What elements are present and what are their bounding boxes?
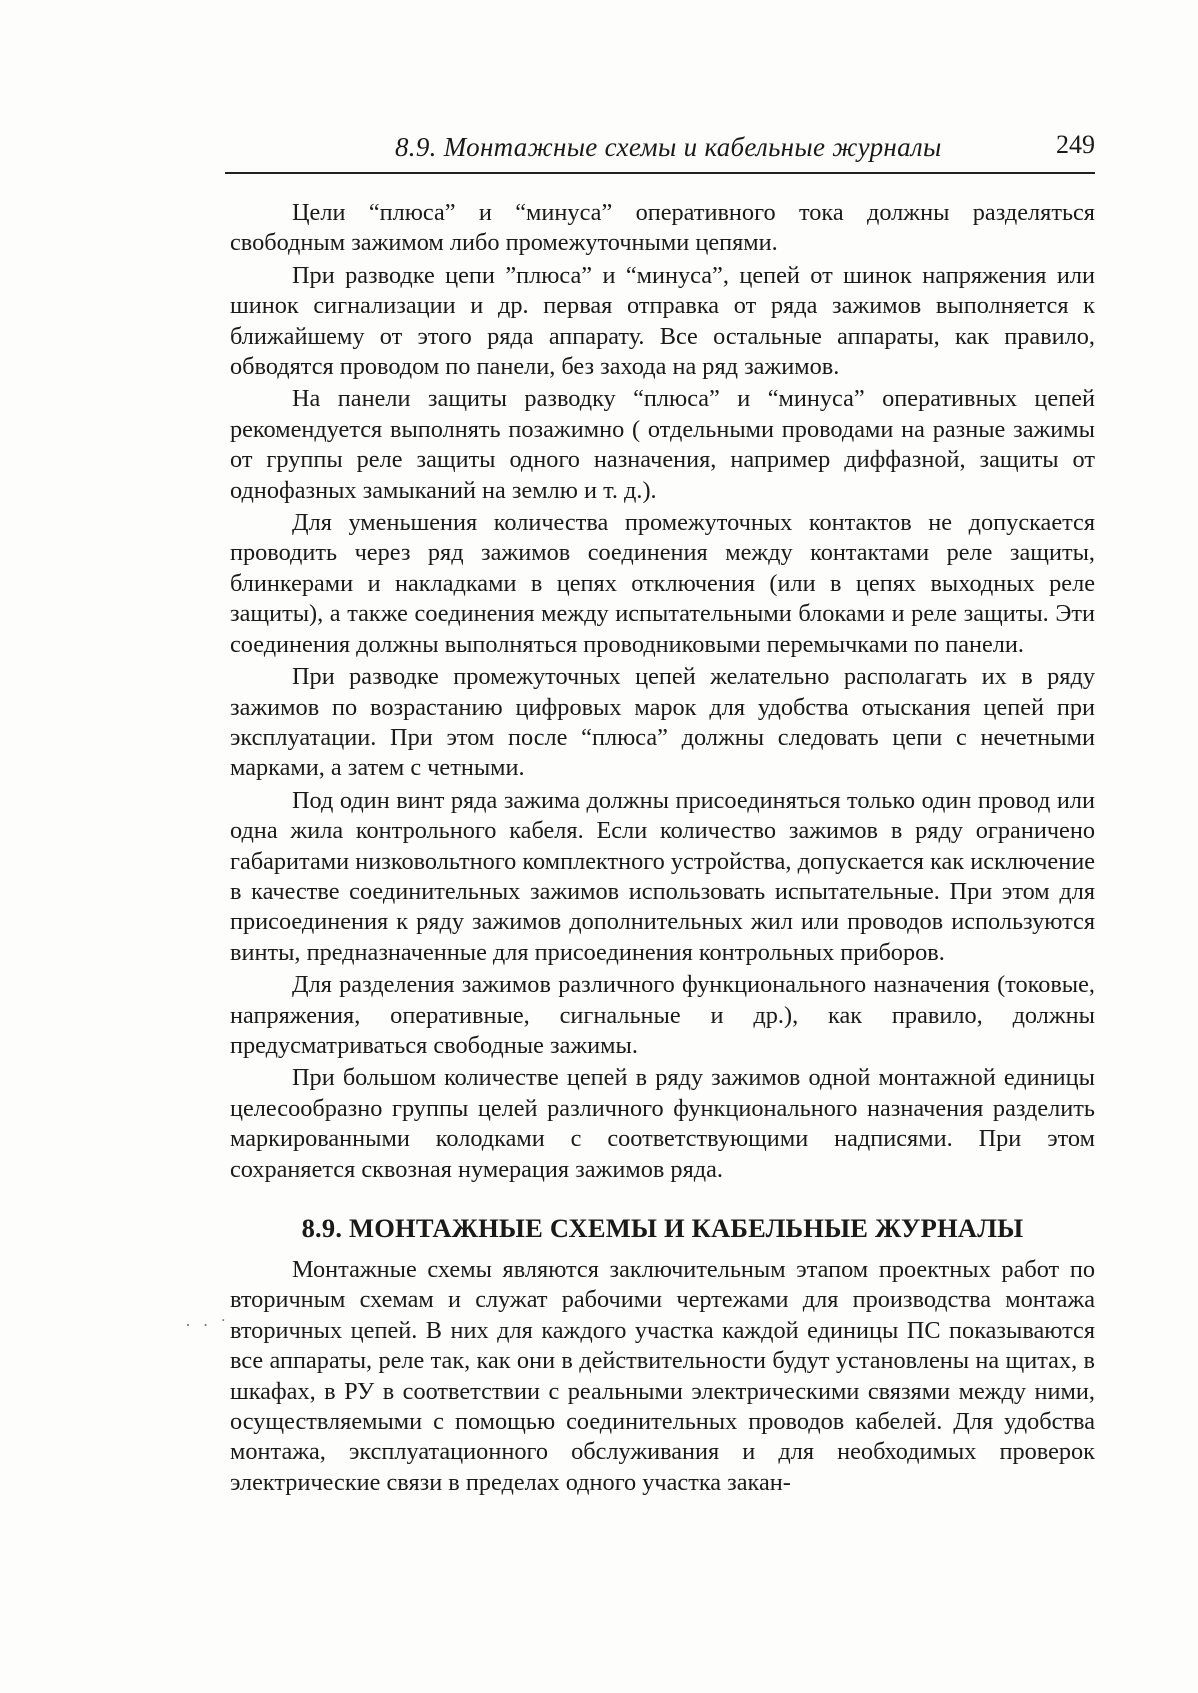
paragraph: Для разделения зажимов различного функционального назначения (токовые, напряжения, оперативные, сигнальные и др.), как правило, должны предусматриваться свободные зажимы. bbox=[230, 971, 1095, 1059]
section-title: 8.9. МОНТАЖНЫЕ СХЕМЫ И КАБЕЛЬНЫЕ ЖУРНАЛЫ bbox=[301, 1213, 1024, 1243]
running-title: 8.9. Монтажные схемы и кабельные журналы bbox=[395, 132, 942, 162]
scan-speck-mark: · · ˙ bbox=[185, 1315, 231, 1335]
running-header bbox=[225, 124, 1095, 174]
body-text bbox=[230, 198, 1095, 1500]
paragraph: Под один винт ряда зажима должны присоединяться только один провод или одна жила контрольного кабеля. Если количество зажимов в ряду ограничено габаритами низковольтного комплектного устройства, допускается как исключение в качестве соединительных зажимов использовать испытательные. При этом для присоединения к ряду зажимов дополнительных жил или проводов используются винты, предназначенные для присоединения контрольных приборов. bbox=[230, 786, 1095, 966]
paragraph: Монтажные схемы являются заключительным этапом проектных работ по вторичным схемам и служат рабочими чертежами для производства монтажа вторичных цепей. В них для каждого участка каждой единицы ПС показываются все аппараты, реле так, как они в действительности будут установлены на щитах, в шкафах, в РУ в соответствии с реальными электрическими связями между ними, осуществляемыми с помощью соединительных проводов кабелей. Для удобства монтажа, эксплуатационного обслуживания и для необходимых проверок электрические связи в пределах одного участка закан- bbox=[230, 1256, 1095, 1496]
paragraph: При разводке цепи ”плюса” и “минуса”, цепей от шинок напряжения или шинок сигнализации и др. первая отправка от ряда зажимов выполняется к ближайшему от этого ряда аппарату. Все остальные аппараты, как правило, обводятся проводом по панели, без захода на ряд зажимов. bbox=[230, 261, 1095, 381]
paragraph: При разводке промежуточных цепей желательно располагать их в ряду зажимов по возрастанию цифровых марок для удобства отыскания цепей при эксплуатации. При этом после “плюса” должны следовать цепи с нечетными марками, а затем с четными. bbox=[230, 663, 1095, 782]
page-number: 249 bbox=[1056, 130, 1095, 159]
paragraph: При большом количестве цепей в ряду зажимов одной монтажной единицы целесообразно группы целей различного функционального назначения разделить маркированными колодками с соответствующими надписями. При этом сохраняется сквозная нумерация зажимов ряда. bbox=[230, 1064, 1095, 1183]
paragraph: Цели “плюса” и “минуса” оперативного тока должны разделяться свободным зажимом либо промежуточными цепями. bbox=[230, 199, 1095, 257]
paragraph: На панели защиты разводку “плюса” и “минуса” оперативных цепей рекомендуется выполнять позажимно ( отдельными проводами на разные зажимы от группы реле защиты одного назначения, например диффазной, защиты от однофазных замыканий на землю и т. д.). bbox=[230, 385, 1095, 504]
paragraph: Для уменьшения количества промежуточных контактов не допускается проводить через ряд зажимов соединения между контактами реле защиты, блинкерами и накладками в цепях отключения (или в цепях выходных реле защиты), а также соединения между испытательными блоками и реле защиты. Эти соединения должны выполняться проводниковыми перемычками по панели. bbox=[230, 509, 1095, 658]
